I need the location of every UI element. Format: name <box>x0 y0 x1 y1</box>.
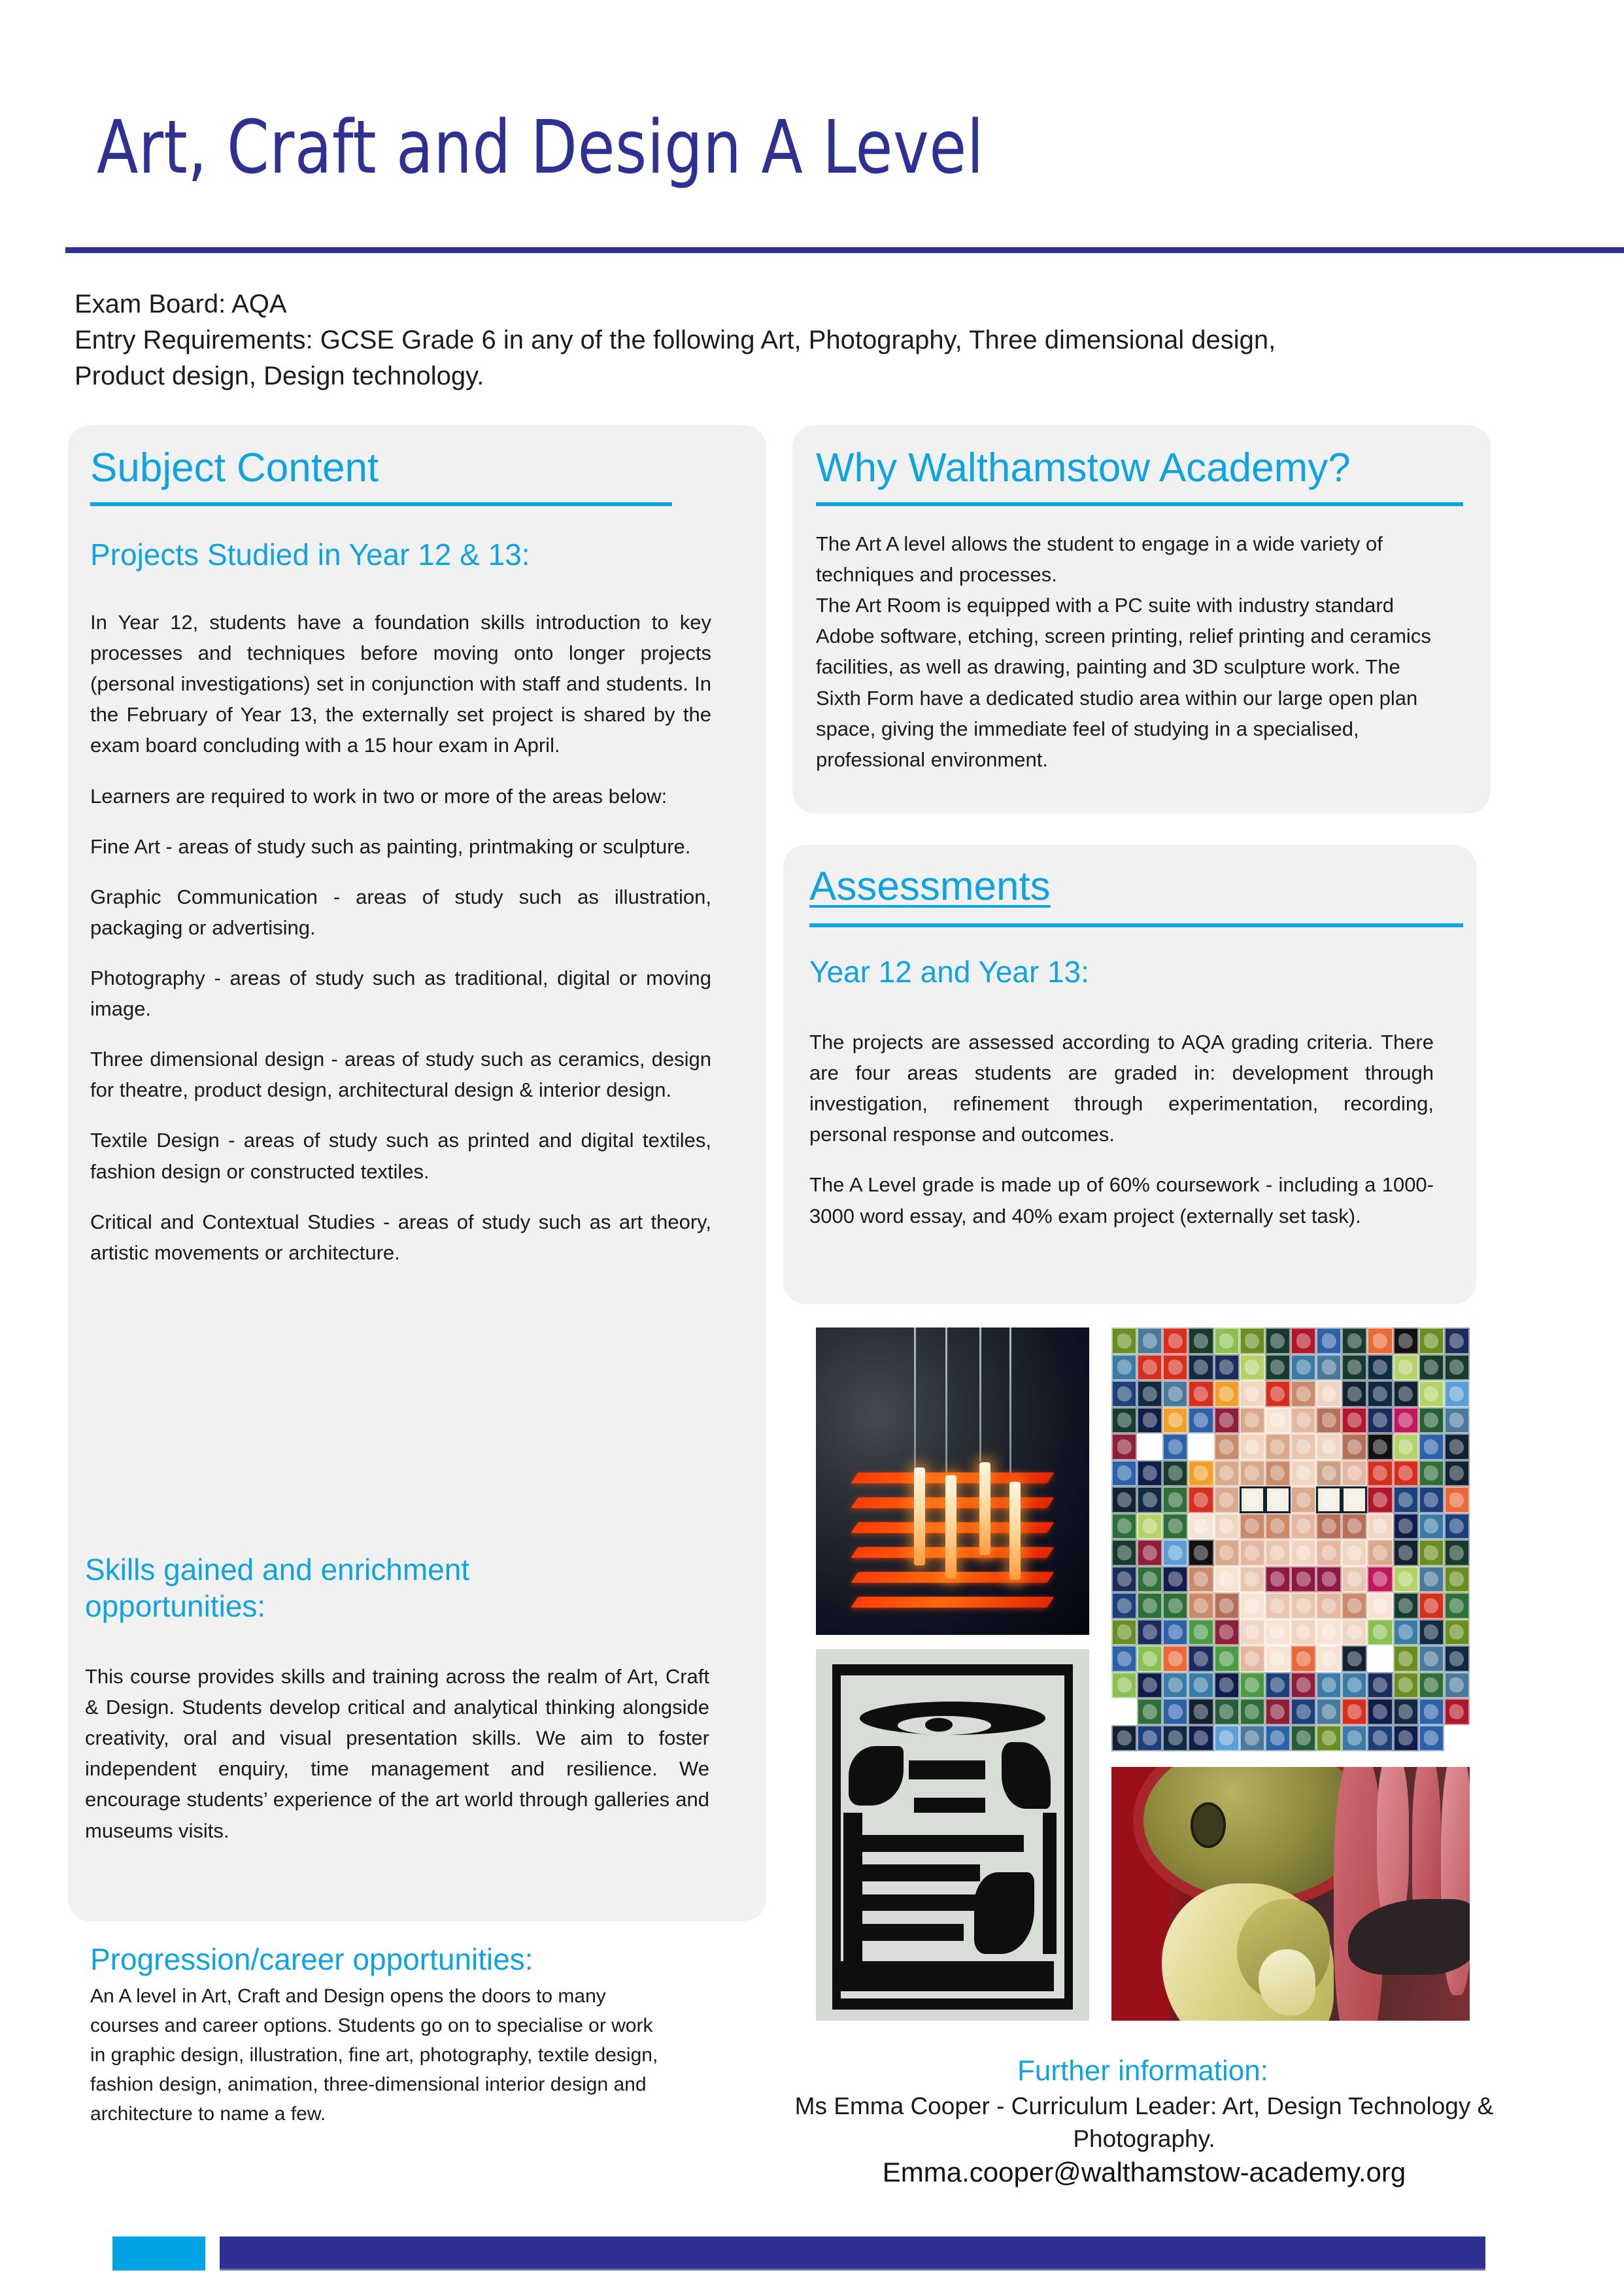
mosaic-cell <box>1188 1407 1213 1434</box>
mosaic-cell <box>1111 1486 1137 1513</box>
mosaic-cell <box>1316 1354 1342 1381</box>
mosaic-cell <box>1240 1433 1265 1460</box>
mosaic-cell <box>1316 1592 1342 1619</box>
footer-accent-square <box>112 2236 205 2270</box>
mosaic-cell <box>1137 1407 1162 1434</box>
mosaic-cell <box>1393 1486 1419 1513</box>
assessments-heading-rule <box>809 923 1463 927</box>
mosaic-cell <box>1240 1645 1265 1672</box>
mosaic-cell <box>1291 1460 1316 1487</box>
mosaic-cell <box>1444 1407 1470 1434</box>
mosaic-cell <box>1393 1672 1419 1699</box>
mosaic-cell <box>1419 1407 1444 1434</box>
mosaic-cell <box>1393 1407 1419 1434</box>
mosaic-cell <box>1342 1698 1367 1725</box>
mosaic-cell <box>1214 1433 1240 1460</box>
mosaic-cell <box>1393 1619 1419 1646</box>
mosaic-cell <box>1342 1460 1367 1487</box>
mosaic-cell <box>1342 1592 1367 1619</box>
mosaic-cell <box>1265 1645 1291 1672</box>
mosaic-cell <box>1291 1513 1316 1540</box>
mosaic-cell <box>1162 1513 1188 1540</box>
mosaic-cell <box>1291 1645 1316 1672</box>
mosaic-cell <box>1291 1672 1316 1699</box>
mosaic-cell <box>1419 1380 1444 1407</box>
subject-paragraph: Three dimensional design - areas of study such as ceramics, design for theatre, product design, architectural design & interior design. <box>90 1048 711 1102</box>
mosaic-cell <box>1188 1354 1213 1381</box>
mosaic-cell <box>1393 1725 1419 1752</box>
subject-paragraph: Photography - areas of study such as traditional, digital or moving image. <box>90 966 711 1021</box>
mosaic-cell <box>1419 1645 1444 1672</box>
mosaic-cell <box>1367 1328 1393 1354</box>
mosaic-cell <box>1393 1354 1419 1381</box>
mosaic-cell <box>1265 1619 1291 1646</box>
progression-body <box>90 1981 666 2129</box>
artwork-mosaic-grid-portrait <box>1111 1328 1470 1751</box>
why-walthamstow-heading-rule <box>816 502 1463 506</box>
mosaic-cell <box>1111 1592 1137 1619</box>
course-meta <box>75 286 1578 395</box>
mosaic-cell <box>1342 1672 1367 1699</box>
mosaic-cell <box>1188 1645 1213 1672</box>
mosaic-cell <box>1444 1592 1470 1619</box>
mosaic-cell <box>1188 1725 1213 1752</box>
mosaic-cell <box>1367 1407 1393 1434</box>
mosaic-cell <box>1240 1619 1265 1646</box>
mosaic-cell <box>1291 1433 1316 1460</box>
assessments-subheading: Year 12 and Year 13: <box>809 955 1090 989</box>
mosaic-cell <box>1316 1539 1342 1566</box>
mosaic-cell <box>1162 1592 1188 1619</box>
assessments-paragraph-1: The projects are assessed according to AQA grading criteria. There are four areas students are graded in: development through investigation, refinement through experimentation, recording, personal response and outcomes. <box>809 1031 1434 1146</box>
mosaic-cell <box>1188 1513 1213 1540</box>
mosaic-cell <box>1265 1328 1291 1354</box>
mosaic-cell <box>1419 1486 1444 1513</box>
mosaic-cell <box>1419 1619 1444 1646</box>
mosaic-cell <box>1188 1592 1213 1619</box>
skills-heading-line-2: opportunities: <box>85 1589 266 1624</box>
mosaic-cell <box>1367 1725 1393 1752</box>
mosaic-cell <box>1240 1407 1265 1434</box>
mosaic-cell <box>1240 1328 1265 1354</box>
mosaic-cell <box>1291 1539 1316 1566</box>
mosaic-cell <box>1137 1328 1162 1354</box>
mosaic-cell <box>1162 1672 1188 1699</box>
mosaic-cell <box>1342 1645 1367 1672</box>
mosaic-cell <box>1111 1380 1137 1407</box>
mosaic-cell <box>1367 1645 1393 1672</box>
mosaic-cell <box>1214 1328 1240 1354</box>
mosaic-cell <box>1265 1539 1291 1566</box>
mosaic-cell <box>1137 1380 1162 1407</box>
mosaic-cell <box>1316 1645 1342 1672</box>
mosaic-cell <box>1137 1645 1162 1672</box>
mosaic-cell <box>1393 1645 1419 1672</box>
mosaic-cell <box>1393 1592 1419 1619</box>
mosaic-cell <box>1214 1486 1240 1513</box>
mosaic-cell <box>1214 1698 1240 1725</box>
mosaic-cell <box>1188 1619 1213 1646</box>
mosaic-cell <box>1444 1354 1470 1381</box>
subject-paragraph: Learners are required to work in two or more of the areas below: <box>90 784 668 808</box>
mosaic-cell <box>1137 1566 1162 1593</box>
mosaic-cell <box>1137 1619 1162 1646</box>
mosaic-cell <box>1162 1407 1188 1434</box>
mosaic-cell <box>1367 1592 1393 1619</box>
artwork-layered-acrylic-light-sculpture <box>816 1328 1089 1635</box>
mosaic-cell <box>1137 1513 1162 1540</box>
mosaic-cell <box>1393 1566 1419 1593</box>
mosaic-cell <box>1444 1433 1470 1460</box>
mosaic-cell <box>1111 1566 1137 1593</box>
mosaic-cell <box>1419 1354 1444 1381</box>
mosaic-cell <box>1240 1725 1265 1752</box>
mosaic-cell <box>1316 1672 1342 1699</box>
footer-bar <box>220 2236 1485 2270</box>
mosaic-cell <box>1419 1725 1444 1752</box>
mosaic-cell <box>1214 1619 1240 1646</box>
mosaic-cell <box>1316 1725 1342 1752</box>
mosaic-cell <box>1162 1433 1188 1460</box>
mosaic-cell <box>1265 1486 1291 1513</box>
mosaic-cell <box>1316 1619 1342 1646</box>
assessments-heading: Assessments <box>809 864 1051 909</box>
mosaic-cell <box>1111 1513 1137 1540</box>
subject-paragraph: Graphic Communication - areas of study such as illustration, packaging or advertising. <box>90 885 711 939</box>
mosaic-cell <box>1162 1645 1188 1672</box>
mosaic-cell <box>1444 1486 1470 1513</box>
mosaic-cell <box>1240 1513 1265 1540</box>
mosaic-cell <box>1137 1725 1162 1752</box>
mosaic-cell <box>1316 1328 1342 1354</box>
mosaic-cell <box>1367 1539 1393 1566</box>
mosaic-cell <box>1188 1486 1213 1513</box>
entry-requirements-line-1: Entry Requirements: GCSE Grade 6 in any of the following Art, Photography, Three dimensional design, <box>75 326 1276 355</box>
mosaic-cell <box>1367 1672 1393 1699</box>
mosaic-cell <box>1342 1566 1367 1593</box>
mosaic-cell <box>1419 1460 1444 1487</box>
mosaic-cell <box>1265 1354 1291 1381</box>
mosaic-cell <box>1162 1619 1188 1646</box>
mosaic-cell <box>1393 1380 1419 1407</box>
mosaic-cell <box>1214 1354 1240 1381</box>
mosaic-cell <box>1162 1380 1188 1407</box>
mosaic-cell <box>1137 1672 1162 1699</box>
mosaic-cell <box>1214 1380 1240 1407</box>
mosaic-cell <box>1240 1566 1265 1593</box>
mosaic-cell <box>1162 1539 1188 1566</box>
mosaic-cell <box>1111 1539 1137 1566</box>
mosaic-cell <box>1137 1460 1162 1487</box>
mosaic-cell <box>1111 1619 1137 1646</box>
mosaic-cell <box>1316 1407 1342 1434</box>
mosaic-cell <box>1291 1328 1316 1354</box>
mosaic-cell <box>1444 1328 1470 1354</box>
header-divider <box>65 247 1624 253</box>
subject-content-body <box>90 607 711 1268</box>
mosaic-cell <box>1265 1672 1291 1699</box>
mosaic-cell <box>1188 1328 1213 1354</box>
assessments-body <box>809 1027 1434 1231</box>
progression-paragraph: An A level in Art, Craft and Design opens the doors to many courses and career options. Students go on to specialise or work in graphic design, illustration, fine art, photography, textile design, fashion design, animation, three-dimensional interior design and architecture to name a few. <box>90 1985 658 2125</box>
subject-content-heading-rule <box>90 502 672 506</box>
mosaic-cell <box>1162 1460 1188 1487</box>
mosaic-cell <box>1444 1566 1470 1593</box>
mosaic-cell <box>1342 1486 1367 1513</box>
mosaic-cell <box>1419 1698 1444 1725</box>
why-walthamstow-heading: Why Walthamstow Academy? <box>816 445 1351 490</box>
mosaic-cell <box>1214 1672 1240 1699</box>
mosaic-cell <box>1342 1725 1367 1752</box>
subject-paragraph: Textile Design - areas of study such as printed and digital textiles, fashion design or constructed textiles. <box>90 1129 711 1183</box>
why-paragraph-1: The Art A level allows the student to engage in a wide variety of techniques and processes. <box>816 532 1383 587</box>
mosaic-cell <box>1316 1486 1342 1513</box>
skills-heading-line-1: Skills gained and enrichment <box>85 1552 470 1586</box>
mosaic-cell <box>1291 1619 1316 1646</box>
mosaic-cell <box>1240 1672 1265 1699</box>
mosaic-cell <box>1111 1725 1137 1752</box>
mosaic-cell <box>1240 1486 1265 1513</box>
page-title: Art, Craft and Design A Level <box>97 105 984 190</box>
mosaic-cell <box>1188 1672 1213 1699</box>
mosaic-cell <box>1444 1380 1470 1407</box>
skills-body <box>85 1661 709 1846</box>
mosaic-cell <box>1111 1354 1137 1381</box>
progression-heading: Progression/career opportunities: <box>90 1942 533 1976</box>
mosaic-cell <box>1214 1460 1240 1487</box>
mosaic-cell <box>1188 1539 1213 1566</box>
mosaic-cell <box>1137 1486 1162 1513</box>
mosaic-cell <box>1137 1433 1162 1460</box>
mosaic-cell <box>1162 1725 1188 1752</box>
skills-paragraph: This course provides skills and training across the realm of Art, Craft & Design. Students develop critical and analytical thinking alongside creativity, oral and visual presentation skills. We aim to foster independent enquiry, time management and resilience. We encourage students’ experience of the art world through galleries and museums visits. <box>85 1665 709 1842</box>
mosaic-cell <box>1111 1672 1137 1699</box>
mosaic-cell <box>1393 1328 1419 1354</box>
mosaic-cell <box>1444 1619 1470 1646</box>
mosaic-cell <box>1316 1566 1342 1593</box>
mosaic-cell <box>1137 1592 1162 1619</box>
mosaic-cell <box>1367 1513 1393 1540</box>
mosaic-cell <box>1111 1645 1137 1672</box>
mosaic-cell <box>1444 1672 1470 1699</box>
mosaic-cell <box>1240 1380 1265 1407</box>
mosaic-cell <box>1265 1407 1291 1434</box>
mosaic-cell <box>1188 1698 1213 1725</box>
skills-heading <box>85 1551 608 1624</box>
mosaic-cell <box>1188 1566 1213 1593</box>
subject-paragraph: Fine Art - areas of study such as painting, printmaking or sculpture. <box>90 834 691 858</box>
mosaic-cell <box>1240 1460 1265 1487</box>
subject-paragraph: In Year 12, students have a foundation skills introduction to key processes and techniques before moving onto longer projects (personal investigations) set in conjunction with staff and students. In the February of Year 13, the externally set project is shared by the exam board concluding with a 15 hour exam in April. <box>90 611 711 757</box>
mosaic-cell <box>1162 1486 1188 1513</box>
mosaic-cell <box>1342 1380 1367 1407</box>
mosaic-cell <box>1444 1725 1470 1752</box>
mosaic-cell <box>1419 1328 1444 1354</box>
mosaic-cell <box>1367 1380 1393 1407</box>
mosaic-cell <box>1342 1619 1367 1646</box>
mosaic-cell <box>1214 1513 1240 1540</box>
further-information-heading: Further information: <box>1017 2055 1268 2087</box>
mosaic-cell <box>1111 1328 1137 1354</box>
exam-board-text: Exam Board: AQA <box>75 290 287 318</box>
mosaic-cell <box>1265 1513 1291 1540</box>
mosaic-cell <box>1162 1328 1188 1354</box>
mosaic-cell <box>1419 1566 1444 1593</box>
why-walthamstow-body <box>816 528 1450 775</box>
mosaic-cell <box>1214 1645 1240 1672</box>
mosaic-cell <box>1265 1725 1291 1752</box>
mosaic-cell <box>1419 1539 1444 1566</box>
mosaic-cell <box>1367 1460 1393 1487</box>
mosaic-cell <box>1214 1592 1240 1619</box>
mosaic-cell <box>1342 1513 1367 1540</box>
further-information-contact: Ms Emma Cooper - Curriculum Leader: Art, Design Technology & Photography. <box>794 2093 1494 2152</box>
mosaic-cell <box>1316 1460 1342 1487</box>
mosaic-cell <box>1419 1672 1444 1699</box>
mosaic-cell <box>1291 1380 1316 1407</box>
mosaic-cell <box>1162 1698 1188 1725</box>
mosaic-cell <box>1444 1460 1470 1487</box>
mosaic-cell <box>1444 1698 1470 1725</box>
mosaic-cell <box>1419 1592 1444 1619</box>
mosaic-cell <box>1188 1380 1213 1407</box>
mosaic-cell <box>1419 1513 1444 1540</box>
mosaic-cell <box>1240 1539 1265 1566</box>
mosaic-cell <box>1393 1433 1419 1460</box>
mosaic-cell <box>1367 1566 1393 1593</box>
mosaic-cell <box>1265 1433 1291 1460</box>
mosaic-cell <box>1444 1539 1470 1566</box>
mosaic-cell <box>1367 1619 1393 1646</box>
mosaic-cell <box>1393 1539 1419 1566</box>
projects-studied-subheading: Projects Studied in Year 12 & 13: <box>90 538 530 572</box>
mosaic-cell <box>1367 1354 1393 1381</box>
mosaic-cell <box>1393 1460 1419 1487</box>
mosaic-cell <box>1291 1698 1316 1725</box>
mosaic-cell <box>1393 1698 1419 1725</box>
artwork-expressive-figure-painting <box>1111 1767 1470 2021</box>
mosaic-cell <box>1265 1698 1291 1725</box>
mosaic-cell <box>1111 1407 1137 1434</box>
artwork-lino-print <box>816 1649 1089 2021</box>
mosaic-cell <box>1162 1566 1188 1593</box>
mosaic-cell <box>1240 1592 1265 1619</box>
mosaic-cell <box>1162 1354 1188 1381</box>
mosaic-cell <box>1214 1539 1240 1566</box>
mosaic-cell <box>1214 1725 1240 1752</box>
mosaic-cell <box>1265 1592 1291 1619</box>
mosaic-cell <box>1367 1486 1393 1513</box>
mosaic-cell <box>1240 1698 1265 1725</box>
further-information-email[interactable]: Emma.cooper@walthamstow-academy.org <box>882 2157 1406 2187</box>
mosaic-cell <box>1214 1407 1240 1434</box>
mosaic-cell <box>1111 1460 1137 1487</box>
entry-requirements-line-2: Product design, Design technology. <box>75 362 484 391</box>
mosaic-cell <box>1342 1539 1367 1566</box>
mosaic-cell <box>1367 1433 1393 1460</box>
mosaic-cell <box>1316 1380 1342 1407</box>
assessments-paragraph-2: The A Level grade is made up of 60% coursework - including a 1000-3000 word essay, and 40% exam project (externally set task). <box>809 1173 1434 1227</box>
mosaic-cell <box>1444 1513 1470 1540</box>
mosaic-cell <box>1393 1513 1419 1540</box>
mosaic-cell <box>1291 1725 1316 1752</box>
mosaic-cell <box>1188 1433 1213 1460</box>
mosaic-cell <box>1444 1645 1470 1672</box>
subject-content-heading: Subject Content <box>90 445 379 490</box>
mosaic-cell <box>1240 1354 1265 1381</box>
mosaic-cell <box>1188 1460 1213 1487</box>
mosaic-cell <box>1111 1433 1137 1460</box>
mosaic-cell <box>1419 1433 1444 1460</box>
mosaic-cell <box>1342 1354 1367 1381</box>
mosaic-cell <box>1214 1566 1240 1593</box>
subject-paragraph: Critical and Contextual Studies - areas of study such as art theory, artistic movements or architecture. <box>90 1210 711 1264</box>
mosaic-cell <box>1367 1698 1393 1725</box>
student-artwork-gallery <box>816 1328 1470 2021</box>
mosaic-cell <box>1342 1328 1367 1354</box>
mosaic-cell <box>1291 1407 1316 1434</box>
why-paragraph-2: The Art Room is equipped with a PC suite with industry standard Adobe software, etching, screen printing, relief printing and ceramics facilities, as well as drawing, painting and 3D sculpture work. The Sixth Form have a dedicated studio area within our large open plan space, giving the immediate feel of studying in a specialised, professional environment. <box>816 594 1431 771</box>
mosaic-cell <box>1265 1380 1291 1407</box>
mosaic-cell <box>1291 1486 1316 1513</box>
mosaic-cell <box>1342 1433 1367 1460</box>
mosaic-cell <box>1342 1407 1367 1434</box>
mosaic-cell <box>1137 1354 1162 1381</box>
mosaic-cell <box>1291 1566 1316 1593</box>
mosaic-cell <box>1111 1698 1137 1725</box>
mosaic-cell <box>1316 1513 1342 1540</box>
mosaic-cell <box>1316 1433 1342 1460</box>
mosaic-cell <box>1265 1566 1291 1593</box>
mosaic-cell <box>1137 1539 1162 1566</box>
mosaic-cell <box>1137 1698 1162 1725</box>
mosaic-cell <box>1291 1592 1316 1619</box>
mosaic-cell <box>1291 1354 1316 1381</box>
mosaic-cell <box>1265 1460 1291 1487</box>
mosaic-cell <box>1316 1698 1342 1725</box>
